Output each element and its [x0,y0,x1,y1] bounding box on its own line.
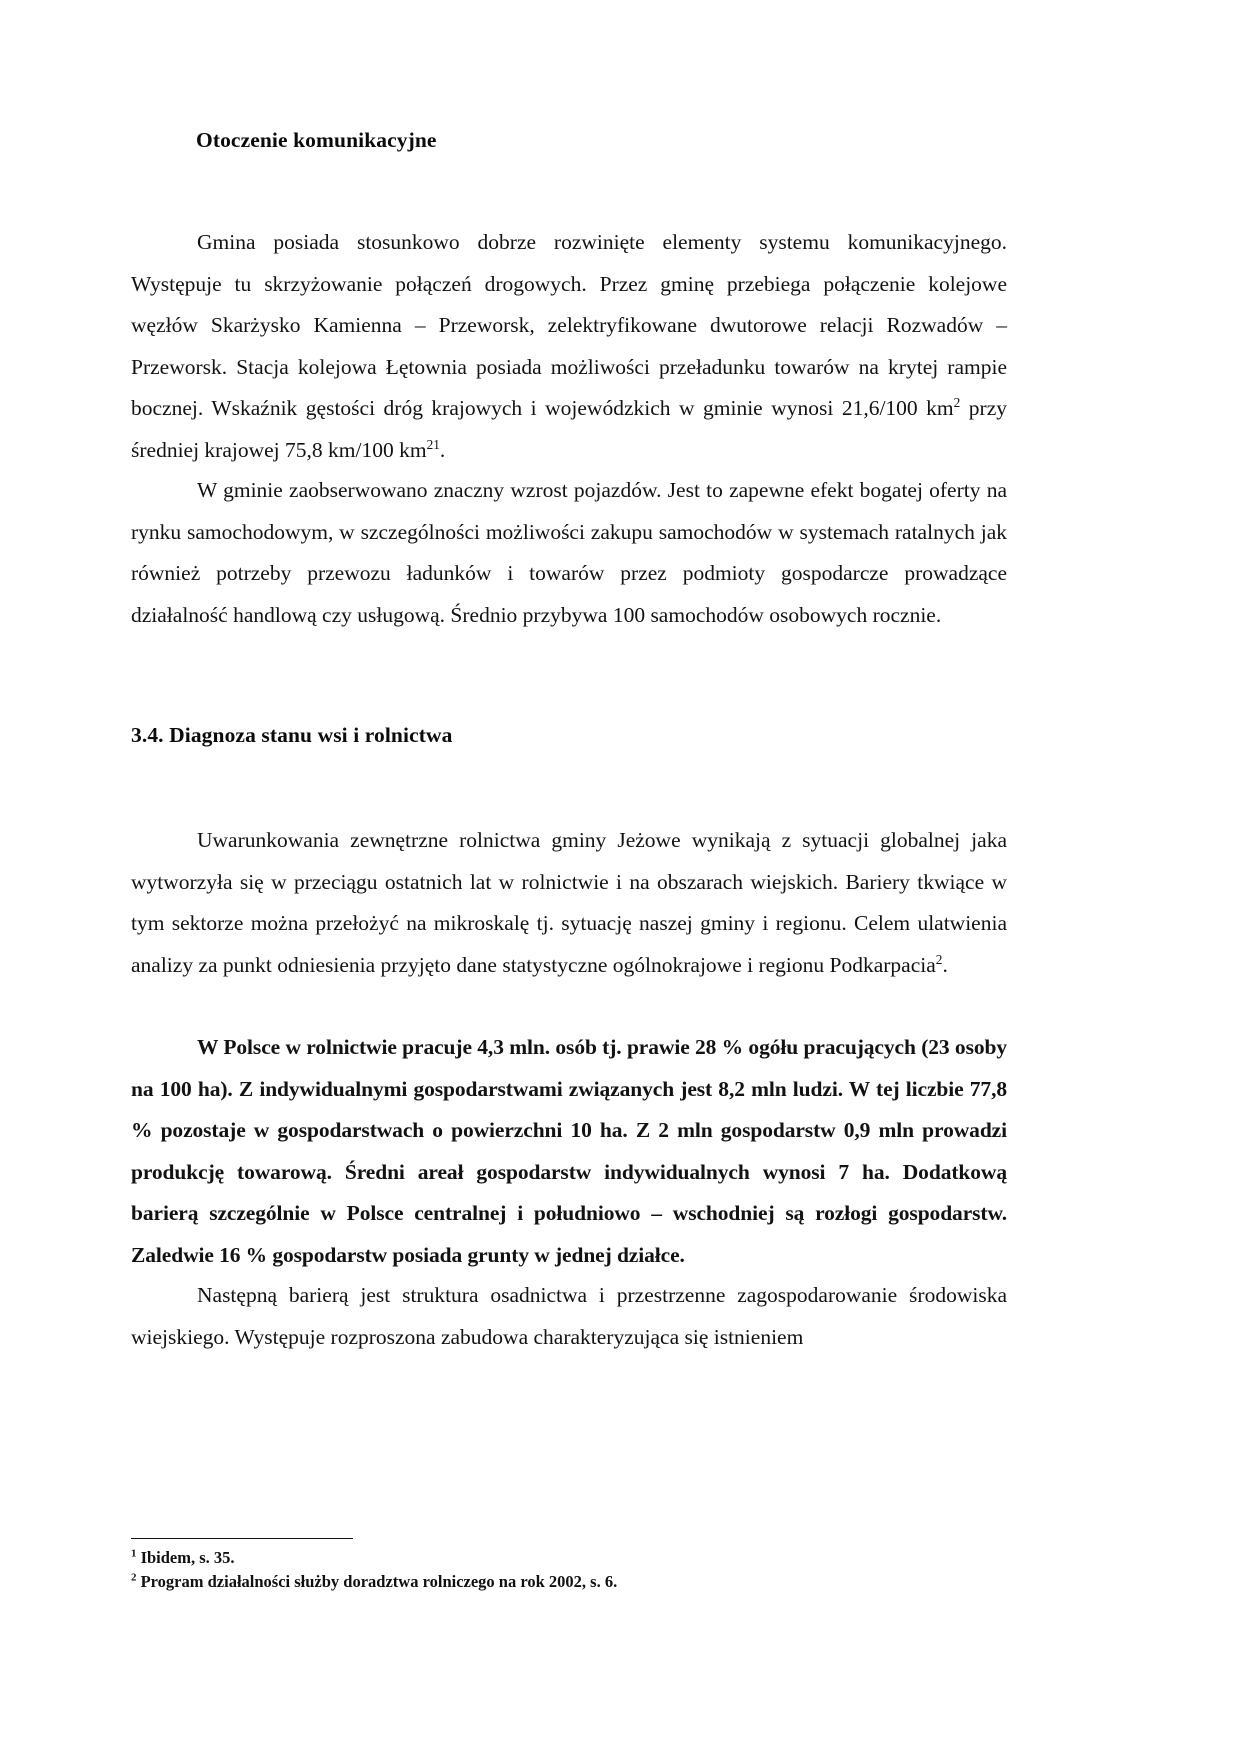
footnote-text-1: Ibidem, s. 35. [140,1548,235,1567]
superscript-footnote-ref-1: 21 [426,436,440,452]
section-heading-diagnoza-stanu-wsi: 3.4. Diagnoza stanu wsi i rolnictwa [131,723,453,747]
footnote-separator-rule [131,1538,353,1539]
footnote-marker-2: 2 [131,1571,137,1584]
paragraph-text-cont: przy średniej krajowej 75,8 km/100 km [131,396,1008,462]
paragraph-text-end: . [942,952,948,977]
paragraph-nastepna-bariera: Następną barierą jest struktura osadnictwa i przestrzenne zagospodarowanie środowiska wiejskiego. Występuje rozproszona zabudowa charakteryzująca się istnieniem [131,1283,1007,1349]
paragraph-text: Gmina posiada stosunkowo dobrze rozwinięte elementy systemu komunikacyjnego. Występuje tu skrzyżowanie połączeń drogowych. Przez gminę przebiega połączenie kolejowe węzłów Skarżysko Kamienna – Przeworsk, zelektryfikowane dwutorowe relacji Rozwadów – Przeworsk. Stacja kolejowa Łętownia posiada możliwości przeładunku towarów na krytej rampie bocznej. Wskaźnik gęstości dróg krajowych i wojewódzkich w gminie wynosi 21,6/100 km [131,230,1007,420]
section-heading-otoczenie-komunikacyjne: Otoczenie komunikacyjne [196,128,437,152]
superscript-footnote-ref-2: 2 [935,951,943,967]
footnote-text-2: Program działalności służby doradztwa rolniczego na rok 2002, s. 6. [140,1572,618,1591]
paragraph-text-end: . [439,437,446,462]
paragraph-text: Uwarunkowania zewnętrzne rolnictwa gminy Jeżowe wynikają z sytuacji globalnej jaka wytworzyła się w przeciągu ostatnich lat w rolnictwie i na obszarach wiejskich. Bariery tkwiące w tym sektorze można przełożyć na mikroskalę tj. sytuację naszej gminy i regionu. Celem ulatwienia analizy za punkt odniesienia przyjęto dane statystyczne ogólnokrajowe i regionu Podkarpacia [131,828,1007,977]
paragraph-uwarunkowania-zewnetrzne [131,820,1007,986]
superscript-km-square: 2 [953,394,961,410]
footnote-item-2 [131,1570,1007,1594]
footnote-item-1 [131,1546,1007,1570]
paragraph-gmina-posiada [131,222,1007,471]
footnote-marker-1: 1 [131,1547,137,1560]
paragraph-w-gminie-zaobserwowano: W gminie zaobserwowano znaczny wzrost pojazdów. Jest to zapewne efekt bogatej oferty na rynku samochodowym, w szczególności możliwości zakupu samochodów w systemach ratalnych jak również potrzeby przewozu ładunków i towarów przez podmioty gospodarcze prowadzące działalność handlową czy usługową. Średnio przybywa 100 samochodów osobowych rocznie. [131,478,1007,627]
footnote-area [131,1538,1007,1594]
paragraph-w-polsce-w-rolnictwie: W Polsce w rolnictwie pracuje 4,3 mln. osób tj. prawie 28 % ogółu pracujących (23 osoby na 100 ha). Z indywidualnymi gospodarstwami związanych jest 8,2 mln ludzi. W tej liczbie 77,8 % pozostaje w gospodarstwach o powierzchni 10 ha. Z 2 mln gospodarstw 0,9 mln prowadzi produkcję towarową. Średni areał gospodarstw indywidualnych wynosi 7 ha. Dodatkową barierą szczególnie w Polsce centralnej i południowo – wschodniej są rozłogi gospodarstw. Zaledwie 16 % gospodarstw posiada grunty w jednej działce. [131,1035,1007,1267]
